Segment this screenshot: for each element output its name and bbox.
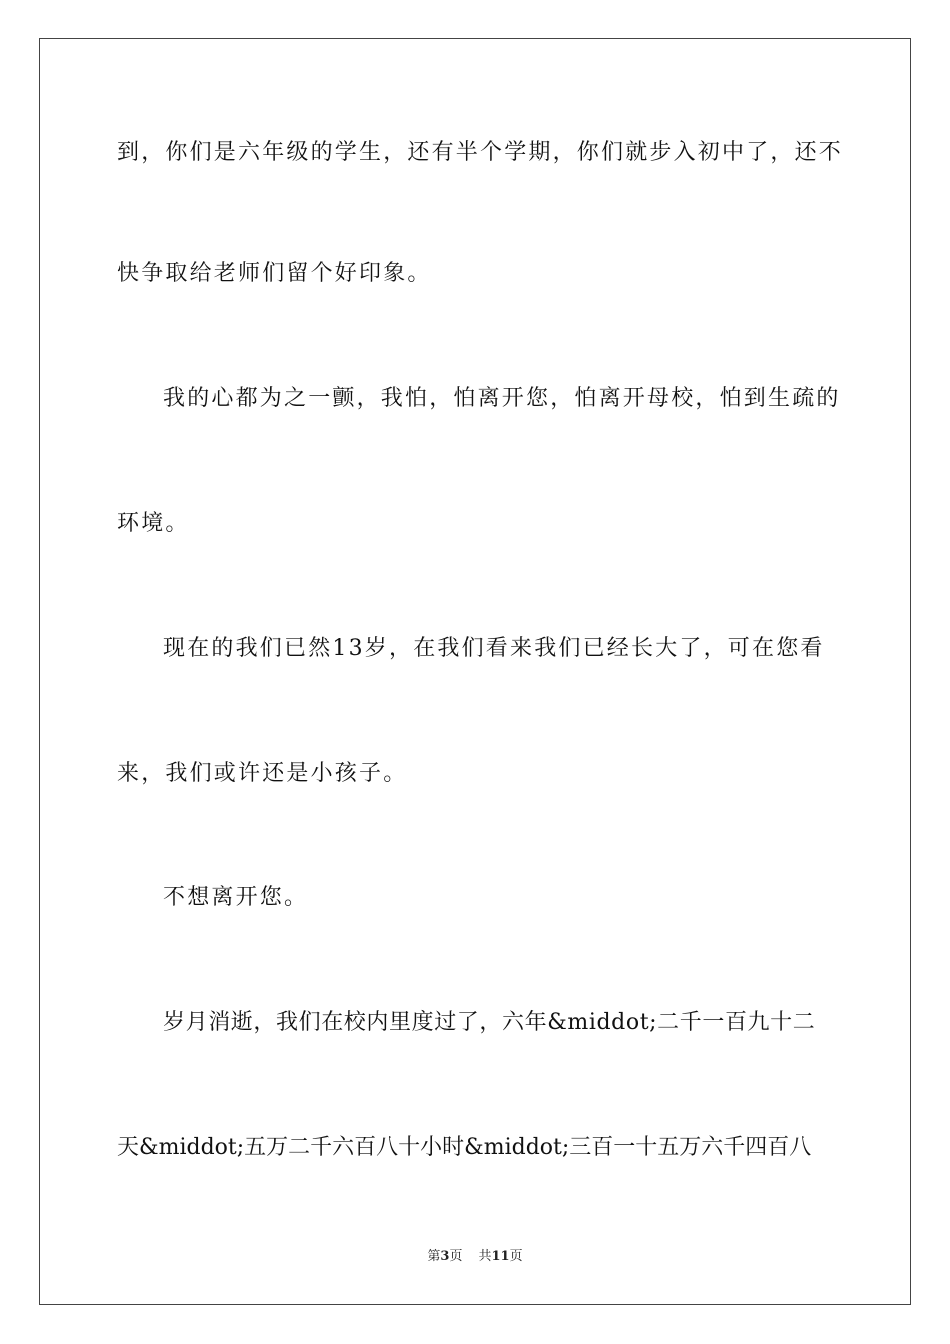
total-pages-number: 11 (491, 1249, 510, 1264)
total-label-prefix: 共 (478, 1249, 492, 1264)
text-line-4: 环境。 (117, 511, 190, 536)
text-line-6: 来，我们或许还是小孩子。 (117, 761, 408, 786)
current-page-number: 3 (440, 1249, 450, 1264)
page-label-prefix: 第 (427, 1249, 441, 1264)
text-line-1: 到，你们是六年级的学生，还有半个学期，你们就步入初中了，还不 (117, 140, 844, 165)
total-label-suffix: 页 (509, 1249, 523, 1264)
paragraph-start-line-3: 我的心都为之一颤，我怕，怕离开您，怕离开母校，怕到生疏的 (163, 386, 841, 411)
page-label-suffix: 页 (449, 1249, 463, 1264)
paragraph-start-line-5: 现在的我们已然13岁，在我们看来我们已经长大了，可在您看 (163, 636, 825, 661)
text-line-2: 快争取给老师们留个好印象。 (117, 261, 432, 286)
page-footer (0, 1248, 950, 1266)
paragraph-start-line-8: 岁月消逝，我们在校内里度过了，六年&middot;二千一百九十二 (163, 1010, 816, 1035)
page-border (39, 38, 911, 1305)
text-line-9: 天&middot;五万二千六百八十小时&middot;三百一十五万六千四百八 (117, 1135, 812, 1160)
paragraph-start-line-7: 不想离开您。 (163, 885, 309, 910)
